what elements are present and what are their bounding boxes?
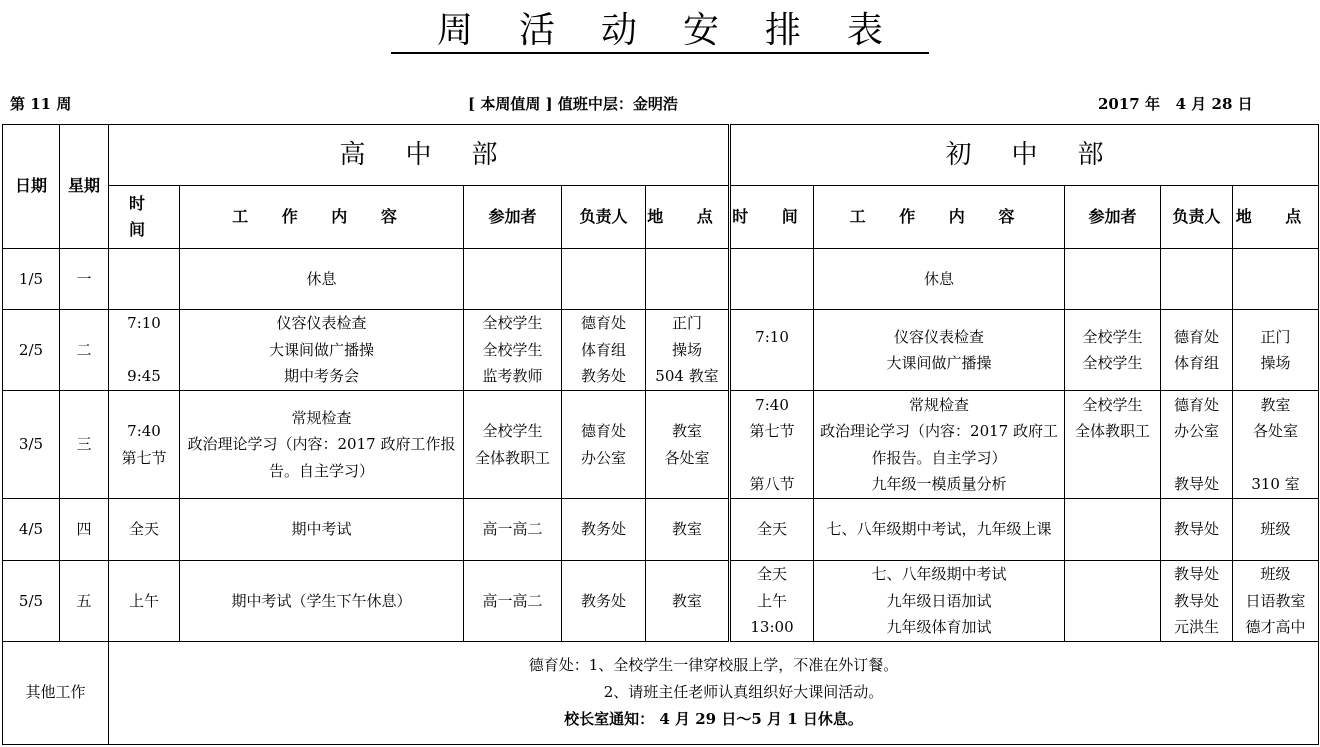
middle-place-cell [1233,249,1319,310]
high-place-cell [646,561,730,642]
middle-participants-cell [1065,310,1161,391]
high-time-line: 第七节 [121,448,167,467]
middle-participants-line [1065,614,1160,641]
middle-place-line: 日语教室 [1245,591,1306,610]
middle-participants-cell [1065,391,1161,499]
middle-participants-line: 全体教职工 [1075,422,1151,440]
middle-place-line: 班级 [1260,565,1291,583]
middle-time-line [731,445,813,472]
middle-content-line: 九年级日语加试 [886,591,992,610]
high-participants-header: 参加者 [464,186,562,249]
middle-owner-cell [1161,561,1233,642]
high-owner-line: 教务处 [580,367,626,386]
other-line-1: 德育处：1、全校学生一律穿校服上学，不准在外订餐。 [528,656,899,674]
high-participants-cell [464,499,562,561]
middle-time-line: 7:40 [755,395,789,414]
high-place-cell [646,310,730,391]
high-owner-line: 教务处 [580,591,626,610]
high-time-cell [109,561,180,642]
middle-time-line: 第七节 [749,422,795,440]
middle-owner-line: 元洪生 [1174,618,1220,636]
high-time-header: 时 间 [109,186,180,249]
middle-place-header: 地 点 [1233,186,1319,249]
middle-owner-header: 负责人 [1161,186,1233,249]
high-time-line: 全天 [128,520,159,539]
high-place-line: 各处室 [664,448,710,467]
row-date: 4/5 [3,499,60,561]
high-owner-cell [562,499,646,561]
high-owner-line: 体育组 [580,340,626,359]
middle-time-line [731,266,813,293]
other-work-label: 其他工作 [3,641,109,744]
high-content-line: 休息 [306,269,337,288]
high-owner-line: 教务处 [580,520,626,539]
high-participants-cell [464,561,562,642]
middle-place-line: 操场 [1260,354,1291,372]
high-owner-line: 德育处 [580,422,626,440]
high-place-line: 教室 [672,520,703,539]
middle-participants-line: 全校学生 [1082,327,1143,346]
middle-owner-line: 体育组 [1174,354,1220,372]
middle-place-line: 310 室 [1251,475,1300,493]
middle-owner-line: 德育处 [1174,395,1220,414]
high-place-cell [646,499,730,561]
middle-owner-line [1161,445,1232,472]
high-place-line: 正门 [672,314,703,333]
middle-time-cell [730,310,814,391]
high-place-line: 教室 [672,422,703,440]
middle-time-line: 7:10 [755,327,789,346]
middle-time-line: 全天 [757,565,788,583]
middle-participants-cell [1065,249,1161,310]
middle-participants-header: 参加者 [1065,186,1161,249]
high-participants-line: 全校学生 [482,340,543,359]
high-content-cell [180,391,464,499]
high-owner-cell [562,310,646,391]
week-number: 第 11 周 [10,95,72,113]
high-time-cell [109,310,180,391]
row-weekday: 四 [60,499,109,561]
middle-participants-line [1065,561,1160,588]
middle-content-cell [814,310,1065,391]
middle-time-header: 时 间 [730,186,814,249]
high-owner-line: 德育处 [580,314,626,333]
middle-content-header: 工 作 内 容 [814,186,1065,249]
high-participants-line: 高一高二 [482,591,543,610]
middle-content-cell [814,561,1065,642]
high-content-line: 期中考试（学生下午休息） [231,591,412,610]
high-content-cell [180,499,464,561]
high-place-line: 操场 [672,340,703,359]
high-owner-cell [562,561,646,642]
middle-owner-cell [1161,249,1233,310]
high-content-cell [180,561,464,642]
row-date: 5/5 [3,561,60,642]
table-row [3,391,1319,499]
high-place-header: 地 点 [646,186,730,249]
middle-time-line [731,350,813,377]
table-row [3,310,1319,391]
middle-owner-line [1161,266,1232,293]
middle-place-line: 德才高中 [1245,618,1306,636]
middle-content-line: 九年级一模质量分析 [871,475,1007,493]
middle-owner-cell [1161,310,1233,391]
middle-content-line: 休息 [924,269,955,288]
table-row [3,249,1319,310]
row-date: 2/5 [3,310,60,391]
high-participants-line: 全体教职工 [474,448,550,467]
high-participants-line: 全校学生 [482,314,543,333]
row-date: 1/5 [3,249,60,310]
document-date: 2017 年 4 月 28 日 [1098,95,1253,113]
high-content-line: 政治理论学习（内容：2017 政府工作报告。自主学习） [187,435,456,480]
date-header: 日期 [3,125,60,249]
middle-content-cell [814,249,1065,310]
row-date: 3/5 [3,391,60,499]
row-weekday: 一 [60,249,109,310]
middle-participants-line [1065,588,1160,615]
middle-owner-line: 教导处 [1174,565,1220,583]
middle-participants-line [1065,471,1160,498]
high-time-line: 7:40 [127,422,161,440]
middle-place-cell [1233,561,1319,642]
row-weekday: 三 [60,391,109,499]
middle-place-line [1233,266,1318,293]
page-title: 周活动安排表 [0,10,1320,54]
high-participants-line: 全校学生 [482,422,543,440]
middle-participants-cell [1065,499,1161,561]
high-time-cell [109,391,180,499]
high-time-cell [109,249,180,310]
middle-content-cell [814,391,1065,499]
duty-officer: [ 本周值周 ] 值班中层：金明浩 [468,95,678,113]
table-row [3,561,1319,642]
middle-school-header: 初中部 [730,125,1319,186]
middle-owner-cell [1161,499,1233,561]
middle-participants-line: 全校学生 [1082,395,1143,414]
middle-time-line: 第八节 [749,475,795,493]
high-content-cell [180,310,464,391]
high-owner-header: 负责人 [562,186,646,249]
high-time-line: 9:45 [127,367,161,386]
middle-content-line: 七、八年级期中考试 [871,565,1007,583]
middle-place-line: 教室 [1260,395,1291,414]
high-school-header: 高中部 [109,125,730,186]
high-content-header: 工 作 内 容 [180,186,464,249]
middle-owner-line: 办公室 [1174,422,1220,440]
high-place-cell [646,249,730,310]
middle-owner-line: 教导处 [1174,475,1220,493]
middle-participants-line [1065,266,1160,293]
high-participants-cell [464,391,562,499]
middle-place-cell [1233,499,1319,561]
middle-content-cell [814,499,1065,561]
high-place-cell [646,391,730,499]
high-content-line: 期中考试 [291,520,352,539]
high-participants-line: 监考教师 [482,367,543,386]
middle-place-cell [1233,391,1319,499]
high-content-cell [180,249,464,310]
high-content-line: 仪容仪表检查 [276,314,367,333]
high-time-line [109,266,179,293]
middle-time-line: 上午 [757,591,788,610]
other-line-2: 2、请班主任老师认真组织好大课间活动。 [603,683,884,701]
row-weekday: 五 [60,561,109,642]
middle-time-cell [730,391,814,499]
middle-owner-line: 教导处 [1174,591,1220,610]
high-time-line: 7:10 [127,314,161,333]
middle-content-line: 仪容仪表检查 [894,327,985,346]
middle-time-line: 13:00 [750,618,794,636]
high-place-line: 教室 [672,591,703,610]
weekday-header: 星期 [60,125,109,249]
middle-time-cell [730,249,814,310]
middle-content-line: 常规检查 [909,395,970,414]
middle-participants-line [1065,445,1160,472]
middle-participants-cell [1065,561,1161,642]
middle-content-line: 大课间做广播操 [886,354,992,372]
high-place-line: 504 教室 [655,367,719,386]
row-weekday: 二 [60,310,109,391]
middle-owner-line: 德育处 [1174,327,1220,346]
high-participants-line: 高一高二 [482,520,543,539]
high-time-line [109,337,179,364]
middle-place-line [1233,445,1318,472]
high-owner-line: 办公室 [580,448,626,467]
middle-place-cell [1233,310,1319,391]
high-participants-line [464,266,561,293]
middle-owner-line: 教导处 [1174,520,1220,539]
middle-content-line: 九年级体育加试 [886,618,992,636]
middle-place-line: 班级 [1260,520,1291,539]
high-content-line: 常规检查 [291,408,352,427]
high-participants-cell [464,249,562,310]
high-participants-cell [464,310,562,391]
principal-notice: 校长室通知： 4 月 29 日～5 月 1 日休息。 [564,710,863,728]
middle-content-line: 七、八年级期中考试，九年级上课 [826,520,1052,539]
high-place-line [646,266,728,293]
high-content-line: 期中考务会 [283,367,359,386]
high-owner-line [562,266,645,293]
middle-time-cell [730,561,814,642]
middle-time-cell [730,499,814,561]
high-owner-cell [562,391,646,499]
middle-participants-line: 全校学生 [1082,354,1143,372]
high-time-line: 上午 [128,591,159,610]
middle-participants-line [1065,516,1160,543]
table-row [3,499,1319,561]
high-content-line: 大课间做广播操 [268,340,374,359]
middle-place-line: 正门 [1260,327,1291,346]
schedule-table [2,124,1319,745]
middle-place-line: 各处室 [1253,422,1299,440]
high-time-cell [109,499,180,561]
middle-content-line: 政治理论学习（内容：2017 政府工作报告。自主学习） [820,422,1058,467]
other-work-notes [109,641,1319,744]
high-owner-cell [562,249,646,310]
middle-owner-cell [1161,391,1233,499]
middle-time-line: 全天 [757,520,788,539]
